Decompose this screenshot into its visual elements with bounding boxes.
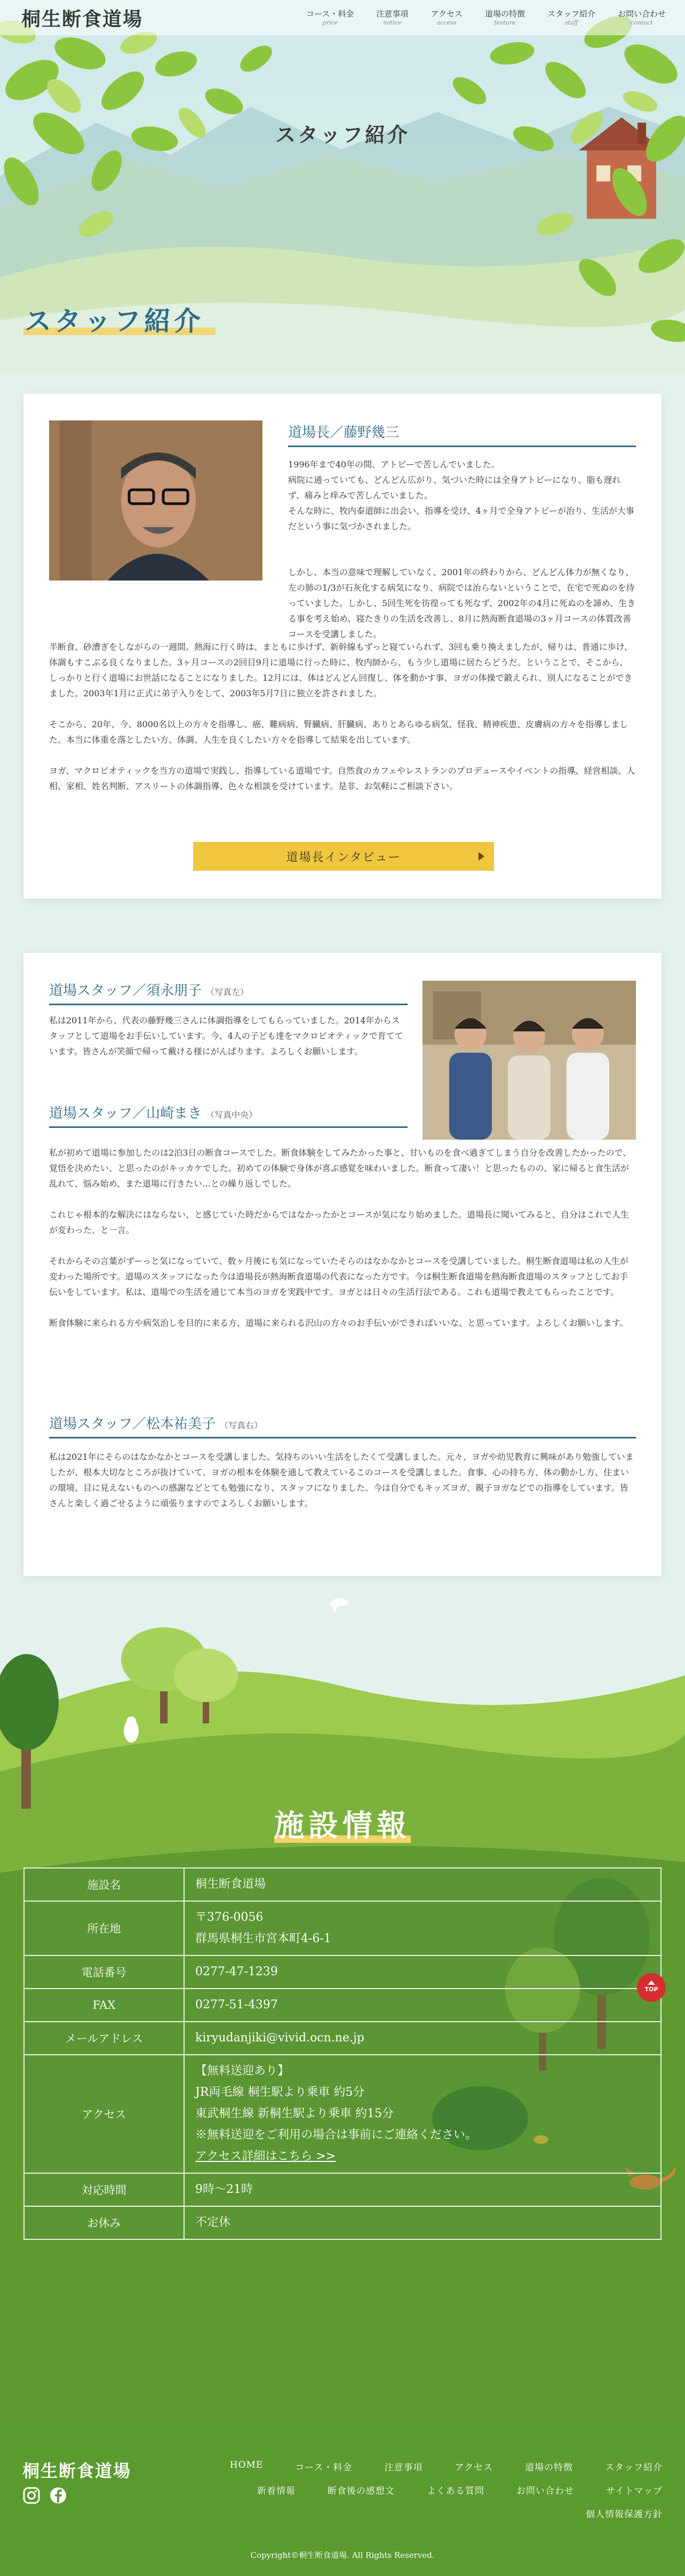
director-name-heading [288,422,636,447]
site-logo[interactable]: 桐生断食道場 [21,7,144,30]
nav-contact[interactable] [618,9,666,27]
nav-sublabel: price [322,19,338,27]
staff-name: 道場スタッフ／山崎まき [49,1106,202,1122]
footer-logo[interactable]: 桐生断食道場 [22,2461,132,2481]
table-row [24,1868,661,1901]
nav-sublabel: access [436,19,457,27]
staff-bio [49,1013,408,1075]
section-heading: スタッフ紹介 [25,300,204,338]
nav-price[interactable] [306,9,354,27]
table-row [24,2206,661,2239]
row-label: 対応時間 [24,2173,184,2206]
nav-sublabel: notice [383,19,402,27]
body-paragraph: ヨガ、マクロビオティックを当方の道場で実践し、指導している道場です。自然食のカフェやレストランのプロデュースやイベントの指導、経営相談、人相、家相、姓名判断、アスリートの体調指導、色々な相談を受けています。是非、お気軽にご相談下さい。 [49,766,635,791]
access-line: JR両毛線 桐生駅より乗車 約5分 [195,2086,365,2099]
table-row [24,1901,661,1955]
footer-link[interactable]: 断食後の感想文 [327,2486,395,2497]
nav-label: 道場の特徴 [484,9,525,19]
bio-paragraph: それからその言葉がずーっと気になっていて、数ヶ月後にも気になっていたそらのはなかなかとコースを受講していました。桐生断食道場は私の人生が変わった場所です。道場のスタッフになった今は道場長が熱海断食道場の代表になった方です。今は桐生断食道場を熱海断食道場のスタッフとしてお手伝いをしています。私は、道場での生活を通じて本当のヨガを実践中です。ヨガとは日々の生活行法である。これも道場で教えてもらったことです。 [49,1256,628,1297]
row-label: メールアドレス [24,2022,184,2055]
nav-label: スタッフ紹介 [547,9,595,19]
director-card [23,394,662,899]
staff-photo [423,981,636,1140]
bio-paragraph: 断食体験に来られる方や病気治しを目的に来る方、道場に来られる沢山の方々のお手伝いができればいいな、と思っています。よろしくお願いします。 [49,1318,628,1328]
row-value: 9時〜21時 [184,2173,661,2206]
table-row [24,2055,661,2173]
director-intro [288,457,637,534]
row-label: アクセス [24,2055,184,2173]
footer-link[interactable]: よくある質問 [426,2486,484,2497]
staff-photo-note: （写真右） [220,1420,263,1430]
back-to-top-label: TOP [644,1986,658,1993]
bio-paragraph: 私は2011年から、代表の藤野幾三さんに体調指導をしてもらっていました。2014年からスタッフとして道場をお手伝いしています。今、4人の子ども達をマクロビオティックで育てています。皆さんが笑顔で帰って戴ける様にがんばります。よろしくお願いします。 [49,1015,403,1056]
interview-button-label: 道場長インタビュー [286,850,401,864]
nav-label: コース・料金 [306,9,354,19]
interview-button[interactable] [193,842,494,871]
nav-notice[interactable] [376,9,408,27]
director-name: 道場長／藤野幾三 [288,425,400,441]
staff-bio [49,1449,636,1526]
body-paragraph: 半断食、砂漕ぎをしながらの一週間。熱海に行く時は、まともに歩けず、新幹線もずっと寝ていられず、3回も乗り換えましたが、帰りは、普通に歩け、体調もすこぶる良くなりました。3ヶ月コースの2回目9月に道場に行った時に、牧内師から、もう少し道場に居たらどうだ。ということで、そこから、しっかりと行く道場にお世話になることになりました。12月には、体はどんどん回復し、体を動かす事、ヨガの体操で鍛えられ、別人になることができました。2003年1月に正式に弟子入りをして、2003年5月7日に独立を許されました。 [49,642,633,698]
row-label: お休み [24,2206,184,2239]
bird-icon [330,1598,349,1613]
instagram-icon[interactable] [22,2486,41,2507]
address: 群馬県桐生市宮本町4-6-1 [195,1932,331,1945]
director-intro-cont [288,565,637,642]
table-row [24,2022,661,2055]
sns-links [22,2486,67,2507]
facility-title [0,1802,685,1845]
footer-link[interactable]: コース・料金 [295,2462,353,2473]
facility-title-text: 施設情報 [274,1802,411,1845]
chevron-right-icon [479,852,484,861]
nav-sublabel: feature [494,19,516,27]
staff-card [23,953,662,1576]
footer-link[interactable]: 個人情報保護方針 [586,2509,663,2520]
staff-name-heading [49,980,408,1005]
staff-name: 道場スタッフ／須永朋子 [49,983,202,999]
nav-sublabel: contact [631,19,653,27]
intro-line: 1996年まで40年の間、アトピーで苦しんでいました。 [288,459,500,470]
footer-link[interactable]: サイトマップ [606,2486,663,2497]
nav-staff[interactable] [547,9,595,27]
table-row [24,1955,661,1989]
site-header [0,0,685,35]
table-row [24,1989,661,2022]
footer-link[interactable]: 注意事項 [384,2462,423,2473]
staff-photo-note: （写真中央） [206,1110,258,1120]
facebook-icon[interactable] [49,2486,67,2507]
access-line: 東武桐生線 新桐生駅より乗車 約15分 [195,2107,394,2120]
intro-line: そんな時に、牧内泰道師に出会い、指導を受け、4ヶ月で全身アトピーが治り、生活が大事だという事に気づかされました。 [288,506,634,531]
row-value: 不定休 [184,2206,661,2239]
director-photo [49,420,262,581]
bio-paragraph: 私が初めて道場に参加したのは2泊3日の断食コースでした。断食体験をしてみたかった事と、甘いものを食べ過ぎてしまう自分を改善したかったので、覚悟を決めたい、と思ったのがキッカケでした。初めての体験で身体が喜ぶ感覚を味わいました。断食って凄い！と思ったものの、家に帰ると食生活が乱れて、悩み始め、また道場に行きたい…との繰り返しでした。 [49,1148,632,1189]
row-label: 施設名 [24,1868,184,1901]
footer-nav-row3 [554,2507,663,2520]
back-to-top-button[interactable] [637,1973,666,2002]
footer-link[interactable]: アクセス [455,2462,493,2473]
staff-name-heading [49,1413,636,1438]
nav-label: 注意事項 [376,9,409,19]
fax-number: 0277-51-4397 [184,1989,661,2022]
intro-line: しかし、本当の意味で理解していなく、2001年の終わりから、どんどん体力が無くなり、左の肺の1/3が石灰化する病気になり、病院では治らないということで、在宅で死ぬのを待っていました。しかし、5回生死を彷徨っても死なず、2002年の4月に死ぬのを諦め、生きる事を考え始め、寝たきりの生活を改善し、8月に熱海断食道場の3ヶ月コースの体質改善コースを受講しました。 [288,567,636,639]
arrow-up-icon [648,1981,655,1985]
nav-label: お問い合わせ [617,9,666,19]
email-address[interactable]: kiryudanjiki@vivid.ocn.ne.jp [184,2022,661,2055]
bio-paragraph: 私は2021年にそらのはなかなかとコースを受講しました。気持ちのいい生活をしたくて受講しました。元々、ヨガや幼児教育に興味があり勉強していましたが、根本大切なところが抜けていて、ヨガの根本を体験を通して教えているこのコースを受講しました。食事、心の持ち方、体の動かし方、住まいの環境、目に見えないものへの感謝などとても勉強になり、スタッフになりました。今は自分でもキッズヨガ、親子ヨガなどでの指導をしています。皆さんと楽しく過ごせるように頑張りますのでよろしくお願いします。 [49,1452,634,1508]
access-line: ※無料送迎をご利用の場合は事前にご連絡ください。 [195,2128,477,2142]
row-label: 所在地 [24,1901,184,1955]
director-body [49,639,636,809]
footer-link[interactable]: お問い合わせ [516,2486,574,2497]
footer-link[interactable]: HOME [229,2460,264,2470]
hero-title: スタッフ紹介 [275,123,410,147]
access-detail-link[interactable]: アクセス詳細はこちら >> [195,2150,336,2163]
row-value-address [184,1901,661,1955]
footer-link[interactable]: スタッフ紹介 [605,2462,663,2473]
body-paragraph: そこから、20年、今、8000名以上の方々を指導し、癌、難病病、腎臓病、肝臓病、ありとあらゆる病気、怪我、精神疾患、皮膚病の方々を指導しました。本当に体重を落としたい方、体調、人生を良くしたい方々を指導して結果を出しています。 [49,719,628,745]
nav-access[interactable] [431,9,463,27]
footer-link[interactable]: 道場の特徴 [525,2462,573,2473]
row-value-access [184,2055,661,2173]
postal-code: 〒376-0056 [195,1911,264,1924]
staff-photo-note: （写真左） [206,987,249,997]
footer-nav-row2 [225,2483,663,2497]
phone-number[interactable]: 0277-47-1239 [184,1955,661,1989]
footer-link[interactable]: 新着情報 [257,2486,296,2497]
row-label: 電話番号 [24,1955,184,1989]
intro-line: 病院に通っていても、どんどん広がり、気づいた時には全身アトピーになり、脂も遅れず、痛みと痒みで苦しんでいました。 [288,475,621,500]
row-value: 桐生断食道場 [184,1868,661,1901]
staff-name-heading [49,1102,408,1128]
bio-paragraph: これじゃ根本的な解決にはならない、と感じていた時だからではなかったかとコースが気になり始めました。道場長に聞いてみると、自分はこれで人生が変わった、と一言。 [49,1210,630,1235]
staff-name: 道場スタッフ／松本祐美子 [49,1416,216,1432]
global-nav [306,9,666,27]
nav-sublabel: staff [564,19,578,27]
facility-table [23,1867,662,2240]
nav-label: アクセス [431,9,463,19]
nav-feature[interactable] [485,9,525,27]
table-row [24,2173,661,2206]
row-label: FAX [24,1989,184,2022]
access-line: 【無料送迎あり】 [195,2064,290,2078]
staff-bio [49,1145,636,1346]
copyright: Copyright©桐生断食道場. All Rights Reserved. [250,2550,435,2560]
footer-nav-row1 [198,2460,663,2473]
